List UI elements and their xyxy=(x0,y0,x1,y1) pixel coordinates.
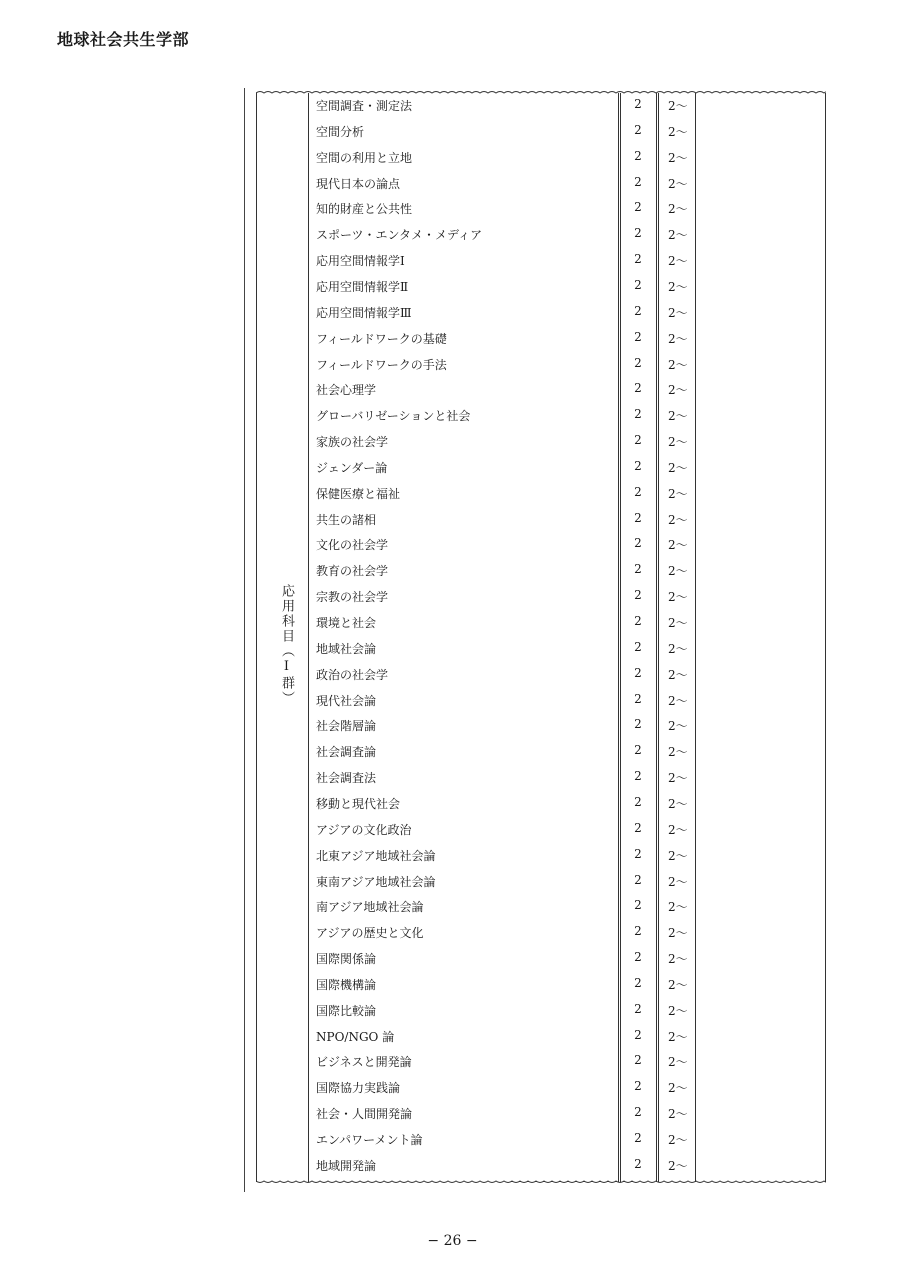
table-row xyxy=(256,662,826,688)
table-row xyxy=(256,791,826,817)
course-credit: 2 xyxy=(634,122,642,137)
course-name: 応用空間情報学Ⅱ xyxy=(316,279,409,294)
course-year: 2〜 xyxy=(668,1107,688,1122)
course-credit: 2 xyxy=(634,1156,642,1171)
course-year: 2〜 xyxy=(668,796,688,811)
course-credit: 2 xyxy=(634,1105,642,1120)
course-credit: 2 xyxy=(634,639,642,654)
course-year: 2〜 xyxy=(668,150,688,165)
course-name: 国際比較論 xyxy=(316,1003,377,1018)
course-credit: 2 xyxy=(634,200,642,215)
table-row xyxy=(256,93,826,119)
course-year: 2〜 xyxy=(668,874,688,889)
table-row xyxy=(256,248,826,274)
course-year: 2〜 xyxy=(668,590,688,605)
course-year: 2〜 xyxy=(668,435,688,450)
table-row xyxy=(256,1075,826,1101)
course-credit: 2 xyxy=(634,924,642,939)
course-year: 2〜 xyxy=(668,1081,688,1096)
course-year: 2〜 xyxy=(668,745,688,760)
table-row xyxy=(256,946,826,972)
course-year: 2〜 xyxy=(668,409,688,424)
course-year: 2〜 xyxy=(668,952,688,967)
table-row xyxy=(256,1049,826,1075)
table-row xyxy=(256,558,826,584)
course-year: 2〜 xyxy=(668,124,688,139)
course-credit: 2 xyxy=(634,820,642,835)
course-name: スポーツ・エンタメ・メディア xyxy=(316,228,483,243)
course-credit: 2 xyxy=(634,665,642,680)
course-year: 2〜 xyxy=(668,667,688,682)
table-row xyxy=(256,920,826,946)
course-name: 文化の社会学 xyxy=(316,538,389,553)
course-credit: 2 xyxy=(634,381,642,396)
table-row xyxy=(256,894,826,920)
page-number: − 26 − xyxy=(427,1233,478,1249)
course-credit: 2 xyxy=(634,407,642,422)
course-name: グローバリゼーションと社会 xyxy=(316,409,471,424)
course-credit: 2 xyxy=(634,846,642,861)
course-year: 2〜 xyxy=(668,926,688,941)
course-year: 2〜 xyxy=(668,848,688,863)
table-row xyxy=(256,972,826,998)
course-name: 環境と社会 xyxy=(316,616,377,630)
course-credit: 2 xyxy=(634,1027,642,1042)
course-name: 現代社会論 xyxy=(316,693,377,708)
table-row xyxy=(256,429,826,455)
course-year: 2〜 xyxy=(668,564,688,579)
table-row xyxy=(256,869,826,895)
course-year: 2〜 xyxy=(668,1133,688,1147)
table-row xyxy=(256,119,826,145)
table-break-bottom xyxy=(256,1178,826,1186)
course-year: 2〜 xyxy=(668,977,688,992)
course-group-label: 応用科目（Ⅰ群） xyxy=(279,584,294,706)
table-row xyxy=(256,998,826,1024)
course-year: 2〜 xyxy=(668,486,688,501)
course-year: 2〜 xyxy=(668,693,688,708)
course-year: 2〜 xyxy=(668,616,688,630)
course-credit: 2 xyxy=(634,614,642,628)
course-name: 空間の利用と立地 xyxy=(316,150,413,165)
table-row xyxy=(256,145,826,171)
course-year: 2〜 xyxy=(668,331,688,346)
course-name: 空間調査・測定法 xyxy=(316,99,413,113)
course-name: 社会調査論 xyxy=(316,745,377,760)
course-year: 2〜 xyxy=(668,900,688,915)
table-row xyxy=(256,196,826,222)
course-year: 2〜 xyxy=(668,279,688,294)
course-name: ジェンダー論 xyxy=(316,460,388,475)
course-name: フィールドワークの基礎 xyxy=(316,331,447,346)
course-credit: 2 xyxy=(634,1001,642,1016)
course-year: 2〜 xyxy=(668,254,688,269)
course-credit: 2 xyxy=(634,1053,642,1068)
course-year: 2〜 xyxy=(668,1029,688,1044)
course-credit: 2 xyxy=(634,277,642,292)
course-name: 社会・人間開発論 xyxy=(316,1107,413,1122)
table-row xyxy=(256,222,826,248)
course-name: 地域開発論 xyxy=(316,1158,377,1173)
course-year: 2〜 xyxy=(668,822,688,837)
course-name: 共生の諸相 xyxy=(316,512,377,527)
course-credit: 2 xyxy=(634,872,642,887)
course-credit: 2 xyxy=(634,975,642,990)
table-row xyxy=(256,352,826,378)
course-year: 2〜 xyxy=(668,1158,688,1173)
course-credit: 2 xyxy=(634,743,642,758)
table-row xyxy=(256,610,826,636)
course-name: 空間分析 xyxy=(316,124,365,139)
course-credit: 2 xyxy=(634,484,642,499)
course-credit: 2 xyxy=(634,148,642,163)
course-year: 2〜 xyxy=(668,228,688,243)
course-name: 現代日本の論点 xyxy=(316,176,401,191)
table-row xyxy=(256,1153,826,1179)
course-name: 応用空間情報学Ⅰ xyxy=(316,254,405,269)
course-credit: 2 xyxy=(634,1131,642,1145)
table-row xyxy=(256,274,826,300)
course-name: 国際関係論 xyxy=(316,952,377,967)
course-year: 2〜 xyxy=(668,512,688,527)
course-name: 地域社会論 xyxy=(316,641,377,656)
course-year: 2〜 xyxy=(668,202,688,217)
course-year: 2〜 xyxy=(668,460,688,475)
table-row xyxy=(256,688,826,714)
course-credit: 2 xyxy=(634,174,642,189)
table-row xyxy=(256,171,826,197)
course-year: 2〜 xyxy=(668,1003,688,1018)
course-year: 2〜 xyxy=(668,538,688,553)
table-row xyxy=(256,403,826,429)
course-year: 2〜 xyxy=(668,1055,688,1070)
course-year: 2〜 xyxy=(668,99,688,113)
course-credit: 2 xyxy=(634,433,642,448)
faculty-header: 地球社会共生学部 xyxy=(57,30,190,49)
course-name: 社会心理学 xyxy=(316,383,377,398)
table-row xyxy=(256,713,826,739)
course-name: 応用空間情報学Ⅲ xyxy=(316,305,412,320)
table-row xyxy=(256,326,826,352)
course-name: 国際機構論 xyxy=(316,977,377,992)
course-year: 2〜 xyxy=(668,357,688,372)
table-row xyxy=(256,455,826,481)
table-row xyxy=(256,739,826,765)
table-row xyxy=(256,507,826,533)
course-credit: 2 xyxy=(634,458,642,473)
course-name: フィールドワークの手法 xyxy=(316,357,447,372)
course-name: アジアの歴史と文化 xyxy=(316,926,424,941)
course-name: 北東アジア地域社会論 xyxy=(316,848,436,863)
table-row xyxy=(256,1101,826,1127)
course-year: 2〜 xyxy=(668,383,688,398)
course-name: 移動と現代社会 xyxy=(316,796,401,811)
table-row xyxy=(256,481,826,507)
course-credit: 2 xyxy=(634,1079,642,1094)
course-credit: 2 xyxy=(634,226,642,241)
course-credit: 2 xyxy=(634,717,642,732)
table-row xyxy=(256,1127,826,1153)
course-name: アジアの文化政治 xyxy=(316,822,412,837)
table-row xyxy=(256,636,826,662)
course-credit: 2 xyxy=(634,97,642,111)
course-year: 2〜 xyxy=(668,176,688,191)
course-name: 保健医療と福祉 xyxy=(316,486,401,501)
course-year: 2〜 xyxy=(668,719,688,734)
course-credit: 2 xyxy=(634,562,642,577)
course-name: NPO/NGO 論 xyxy=(316,1029,395,1044)
table-row xyxy=(256,843,826,869)
table-row xyxy=(256,817,826,843)
course-credit: 2 xyxy=(634,691,642,706)
course-credit: 2 xyxy=(634,950,642,965)
course-credit: 2 xyxy=(634,329,642,344)
course-year: 2〜 xyxy=(668,771,688,786)
course-name: 東南アジア地域社会論 xyxy=(316,874,436,889)
page-margin-rule xyxy=(244,88,245,1192)
course-credit: 2 xyxy=(634,303,642,318)
course-name: エンパワーメント論 xyxy=(316,1133,423,1147)
table-row xyxy=(256,765,826,791)
course-name: 政治の社会学 xyxy=(316,667,389,682)
course-credit: 2 xyxy=(634,898,642,913)
course-name: 教育の社会学 xyxy=(316,564,389,579)
course-name: 社会調査法 xyxy=(316,771,377,786)
course-credit: 2 xyxy=(634,355,642,370)
course-name: 知的財産と公共性 xyxy=(316,202,413,217)
course-credit: 2 xyxy=(634,769,642,784)
course-name: 南アジア地域社会論 xyxy=(316,900,424,915)
course-name: 国際協力実践論 xyxy=(316,1081,401,1096)
course-name: 家族の社会学 xyxy=(316,435,389,450)
course-table xyxy=(256,88,826,1186)
course-year: 2〜 xyxy=(668,641,688,656)
course-year: 2〜 xyxy=(668,305,688,320)
course-credit: 2 xyxy=(634,252,642,267)
course-credit: 2 xyxy=(634,510,642,525)
table-row xyxy=(256,584,826,610)
table-row xyxy=(256,1024,826,1050)
course-name: ビジネスと開発論 xyxy=(316,1055,412,1070)
table-row xyxy=(256,300,826,326)
course-name: 社会階層論 xyxy=(316,719,377,734)
course-credit: 2 xyxy=(634,794,642,809)
course-name: 宗教の社会学 xyxy=(316,590,389,605)
course-credit: 2 xyxy=(634,588,642,603)
table-row xyxy=(256,377,826,403)
table-row xyxy=(256,532,826,558)
course-credit: 2 xyxy=(634,536,642,551)
